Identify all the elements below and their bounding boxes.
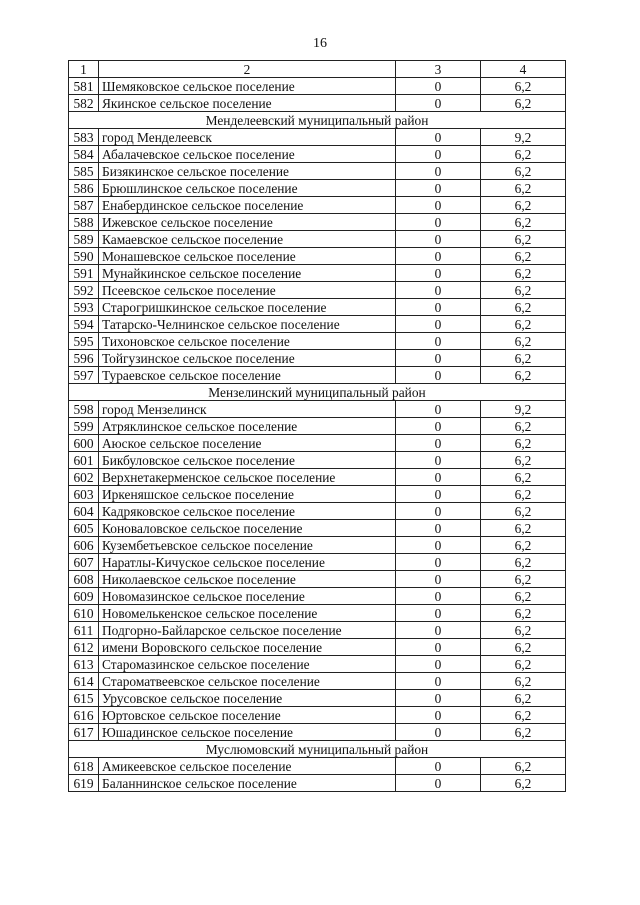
municipality-table bbox=[68, 60, 566, 792]
row-col-4: 6,2 bbox=[481, 146, 566, 163]
row-col-3: 0 bbox=[396, 350, 481, 367]
row-col-3: 0 bbox=[396, 401, 481, 418]
table-row bbox=[69, 418, 566, 435]
row-number: 606 bbox=[69, 537, 99, 554]
table-row bbox=[69, 316, 566, 333]
row-number: 609 bbox=[69, 588, 99, 605]
row-col-3: 0 bbox=[396, 469, 481, 486]
table-row bbox=[69, 146, 566, 163]
table-row bbox=[69, 248, 566, 265]
row-col-4: 6,2 bbox=[481, 622, 566, 639]
section-row bbox=[69, 112, 566, 129]
table-row bbox=[69, 656, 566, 673]
section-row bbox=[69, 741, 566, 758]
table-row bbox=[69, 775, 566, 792]
row-number: 616 bbox=[69, 707, 99, 724]
row-col-4: 6,2 bbox=[481, 537, 566, 554]
row-name: Аюское сельское поселение bbox=[99, 435, 396, 452]
row-col-3: 0 bbox=[396, 571, 481, 588]
row-name: Староматвеевское сельское поселение bbox=[99, 673, 396, 690]
section-row bbox=[69, 384, 566, 401]
row-name: Мунайкинское сельское поселение bbox=[99, 265, 396, 282]
row-name: Тихоновское сельское поселение bbox=[99, 333, 396, 350]
row-col-4: 6,2 bbox=[481, 163, 566, 180]
row-name: Татарско-Челнинское сельское поселение bbox=[99, 316, 396, 333]
row-col-4: 6,2 bbox=[481, 469, 566, 486]
table-body bbox=[69, 61, 566, 792]
row-number: 617 bbox=[69, 724, 99, 741]
row-col-3: 0 bbox=[396, 486, 481, 503]
row-number: 586 bbox=[69, 180, 99, 197]
row-col-4: 6,2 bbox=[481, 588, 566, 605]
row-col-4: 6,2 bbox=[481, 452, 566, 469]
row-number: 594 bbox=[69, 316, 99, 333]
row-name: Верхнетакерменское сельское поселение bbox=[99, 469, 396, 486]
table-row bbox=[69, 690, 566, 707]
row-col-3: 0 bbox=[396, 435, 481, 452]
row-name: Шемяковское сельское поселение bbox=[99, 78, 396, 95]
row-col-4: 6,2 bbox=[481, 350, 566, 367]
row-col-3: 0 bbox=[396, 163, 481, 180]
row-col-4: 6,2 bbox=[481, 333, 566, 350]
row-name: Псеевское сельское поселение bbox=[99, 282, 396, 299]
row-col-4: 6,2 bbox=[481, 554, 566, 571]
row-col-4: 6,2 bbox=[481, 656, 566, 673]
row-col-4: 6,2 bbox=[481, 299, 566, 316]
row-number: 583 bbox=[69, 129, 99, 146]
row-number: 588 bbox=[69, 214, 99, 231]
row-name: Тураевское сельское поселение bbox=[99, 367, 396, 384]
table-row bbox=[69, 724, 566, 741]
row-col-3: 0 bbox=[396, 367, 481, 384]
row-col-3: 0 bbox=[396, 231, 481, 248]
row-col-4: 6,2 bbox=[481, 707, 566, 724]
row-col-4: 6,2 bbox=[481, 673, 566, 690]
table-row bbox=[69, 95, 566, 112]
row-name: Тойгузинское сельское поселение bbox=[99, 350, 396, 367]
row-name: Бикбуловское сельское поселение bbox=[99, 452, 396, 469]
row-number: 602 bbox=[69, 469, 99, 486]
row-col-3: 0 bbox=[396, 180, 481, 197]
row-col-3: 0 bbox=[396, 707, 481, 724]
row-name: Подгорно-Байларское сельское поселение bbox=[99, 622, 396, 639]
row-number: 610 bbox=[69, 605, 99, 622]
row-col-3: 0 bbox=[396, 758, 481, 775]
row-number: 608 bbox=[69, 571, 99, 588]
row-name: Старомазинское сельское поселение bbox=[99, 656, 396, 673]
row-col-4: 6,2 bbox=[481, 639, 566, 656]
row-number: 584 bbox=[69, 146, 99, 163]
table-row bbox=[69, 469, 566, 486]
row-name: Баланнинское сельское поселение bbox=[99, 775, 396, 792]
row-col-3: 0 bbox=[396, 537, 481, 554]
row-col-3: 0 bbox=[396, 95, 481, 112]
row-name: Енабердинское сельское поселение bbox=[99, 197, 396, 214]
row-col-3: 0 bbox=[396, 520, 481, 537]
row-number: 618 bbox=[69, 758, 99, 775]
row-name: Якинское сельское поселение bbox=[99, 95, 396, 112]
table-row bbox=[69, 622, 566, 639]
table-header-row bbox=[69, 61, 566, 78]
row-name: Наратлы-Кичуское сельское поселение bbox=[99, 554, 396, 571]
row-col-4: 6,2 bbox=[481, 571, 566, 588]
row-number: 595 bbox=[69, 333, 99, 350]
row-name: Абалачевское сельское поселение bbox=[99, 146, 396, 163]
row-number: 592 bbox=[69, 282, 99, 299]
row-col-4: 6,2 bbox=[481, 197, 566, 214]
row-col-3: 0 bbox=[396, 622, 481, 639]
table-row bbox=[69, 231, 566, 248]
table-row bbox=[69, 129, 566, 146]
row-number: 604 bbox=[69, 503, 99, 520]
row-number: 612 bbox=[69, 639, 99, 656]
table-row bbox=[69, 197, 566, 214]
row-col-3: 0 bbox=[396, 554, 481, 571]
row-col-3: 0 bbox=[396, 146, 481, 163]
page-number: 16 bbox=[313, 36, 327, 51]
row-number: 619 bbox=[69, 775, 99, 792]
row-col-3: 0 bbox=[396, 724, 481, 741]
row-number: 596 bbox=[69, 350, 99, 367]
row-col-3: 0 bbox=[396, 129, 481, 146]
section-title: Мензелинский муниципальный район bbox=[69, 384, 566, 401]
table-row bbox=[69, 180, 566, 197]
row-number: 601 bbox=[69, 452, 99, 469]
row-col-3: 0 bbox=[396, 299, 481, 316]
row-number: 591 bbox=[69, 265, 99, 282]
row-col-3: 0 bbox=[396, 316, 481, 333]
section-title: Муслюмовский муниципальный район bbox=[69, 741, 566, 758]
row-col-3: 0 bbox=[396, 656, 481, 673]
row-number: 613 bbox=[69, 656, 99, 673]
row-col-3: 0 bbox=[396, 639, 481, 656]
row-name: город Менделеевск bbox=[99, 129, 396, 146]
row-col-4: 9,2 bbox=[481, 129, 566, 146]
row-col-3: 0 bbox=[396, 214, 481, 231]
row-col-3: 0 bbox=[396, 452, 481, 469]
row-name: Николаевское сельское поселение bbox=[99, 571, 396, 588]
row-name: Монашевское сельское поселение bbox=[99, 248, 396, 265]
row-col-4: 6,2 bbox=[481, 775, 566, 792]
row-name: Камаевское сельское поселение bbox=[99, 231, 396, 248]
row-col-3: 0 bbox=[396, 775, 481, 792]
table-row bbox=[69, 265, 566, 282]
row-col-3: 0 bbox=[396, 78, 481, 95]
row-name: Амикеевское сельское поселение bbox=[99, 758, 396, 775]
row-col-3: 0 bbox=[396, 605, 481, 622]
row-number: 614 bbox=[69, 673, 99, 690]
row-name: Урусовское сельское поселение bbox=[99, 690, 396, 707]
row-col-4: 6,2 bbox=[481, 605, 566, 622]
row-col-4: 6,2 bbox=[481, 435, 566, 452]
table-row bbox=[69, 486, 566, 503]
row-col-4: 6,2 bbox=[481, 231, 566, 248]
row-name: Новомазинское сельское поселение bbox=[99, 588, 396, 605]
table-row bbox=[69, 367, 566, 384]
table-row bbox=[69, 282, 566, 299]
row-name: Брюшлинское сельское поселение bbox=[99, 180, 396, 197]
table-row bbox=[69, 163, 566, 180]
row-col-4: 6,2 bbox=[481, 95, 566, 112]
table-row bbox=[69, 299, 566, 316]
row-col-4: 6,2 bbox=[481, 758, 566, 775]
row-col-3: 0 bbox=[396, 690, 481, 707]
row-name: Кадряковское сельское поселение bbox=[99, 503, 396, 520]
row-number: 611 bbox=[69, 622, 99, 639]
row-col-3: 0 bbox=[396, 503, 481, 520]
table-row bbox=[69, 673, 566, 690]
table-row bbox=[69, 333, 566, 350]
row-col-4: 6,2 bbox=[481, 503, 566, 520]
table-row bbox=[69, 588, 566, 605]
row-name: Атряклинское сельское поселение bbox=[99, 418, 396, 435]
table-row bbox=[69, 707, 566, 724]
header-col-1: 1 bbox=[69, 61, 99, 78]
row-number: 587 bbox=[69, 197, 99, 214]
row-number: 581 bbox=[69, 78, 99, 95]
row-number: 582 bbox=[69, 95, 99, 112]
row-col-4: 6,2 bbox=[481, 367, 566, 384]
row-number: 603 bbox=[69, 486, 99, 503]
row-name: имени Воровского сельское поселение bbox=[99, 639, 396, 656]
row-name: Ижевское сельское поселение bbox=[99, 214, 396, 231]
row-name: Юшадинское сельское поселение bbox=[99, 724, 396, 741]
table-row bbox=[69, 639, 566, 656]
row-number: 598 bbox=[69, 401, 99, 418]
row-number: 599 bbox=[69, 418, 99, 435]
row-col-4: 6,2 bbox=[481, 486, 566, 503]
row-number: 593 bbox=[69, 299, 99, 316]
row-name: Коноваловское сельское поселение bbox=[99, 520, 396, 537]
row-number: 615 bbox=[69, 690, 99, 707]
row-col-4: 6,2 bbox=[481, 724, 566, 741]
header-col-4: 4 bbox=[481, 61, 566, 78]
table-row bbox=[69, 350, 566, 367]
header-col-3: 3 bbox=[396, 61, 481, 78]
row-col-4: 6,2 bbox=[481, 282, 566, 299]
row-col-4: 6,2 bbox=[481, 180, 566, 197]
table-row bbox=[69, 452, 566, 469]
row-col-3: 0 bbox=[396, 333, 481, 350]
table-row bbox=[69, 571, 566, 588]
row-name: Иркеняшское сельское поселение bbox=[99, 486, 396, 503]
table-row bbox=[69, 537, 566, 554]
row-number: 585 bbox=[69, 163, 99, 180]
row-col-3: 0 bbox=[396, 282, 481, 299]
table-row bbox=[69, 605, 566, 622]
row-col-3: 0 bbox=[396, 197, 481, 214]
row-col-3: 0 bbox=[396, 248, 481, 265]
row-col-3: 0 bbox=[396, 265, 481, 282]
row-number: 607 bbox=[69, 554, 99, 571]
table-row bbox=[69, 520, 566, 537]
row-name: Юртовское сельское поселение bbox=[99, 707, 396, 724]
table-row bbox=[69, 758, 566, 775]
table-row bbox=[69, 214, 566, 231]
table-row bbox=[69, 503, 566, 520]
section-title: Менделеевский муниципальный район bbox=[69, 112, 566, 129]
row-col-4: 6,2 bbox=[481, 520, 566, 537]
row-number: 597 bbox=[69, 367, 99, 384]
row-name: Бизякинское сельское поселение bbox=[99, 163, 396, 180]
row-name: Новомелькенское сельское поселение bbox=[99, 605, 396, 622]
row-name: Кузембетьевское сельское поселение bbox=[99, 537, 396, 554]
row-name: Старогришкинское сельское поселение bbox=[99, 299, 396, 316]
row-col-4: 9,2 bbox=[481, 401, 566, 418]
row-col-4: 6,2 bbox=[481, 316, 566, 333]
table-row bbox=[69, 78, 566, 95]
row-col-3: 0 bbox=[396, 588, 481, 605]
row-col-4: 6,2 bbox=[481, 78, 566, 95]
row-col-4: 6,2 bbox=[481, 214, 566, 231]
row-col-4: 6,2 bbox=[481, 418, 566, 435]
row-number: 589 bbox=[69, 231, 99, 248]
row-name: город Мензелинск bbox=[99, 401, 396, 418]
row-col-4: 6,2 bbox=[481, 248, 566, 265]
row-number: 590 bbox=[69, 248, 99, 265]
row-col-3: 0 bbox=[396, 673, 481, 690]
row-number: 605 bbox=[69, 520, 99, 537]
header-col-2: 2 bbox=[99, 61, 396, 78]
row-col-4: 6,2 bbox=[481, 690, 566, 707]
row-col-4: 6,2 bbox=[481, 265, 566, 282]
table-row bbox=[69, 435, 566, 452]
table-row bbox=[69, 554, 566, 571]
row-col-3: 0 bbox=[396, 418, 481, 435]
table-row bbox=[69, 401, 566, 418]
row-number: 600 bbox=[69, 435, 99, 452]
